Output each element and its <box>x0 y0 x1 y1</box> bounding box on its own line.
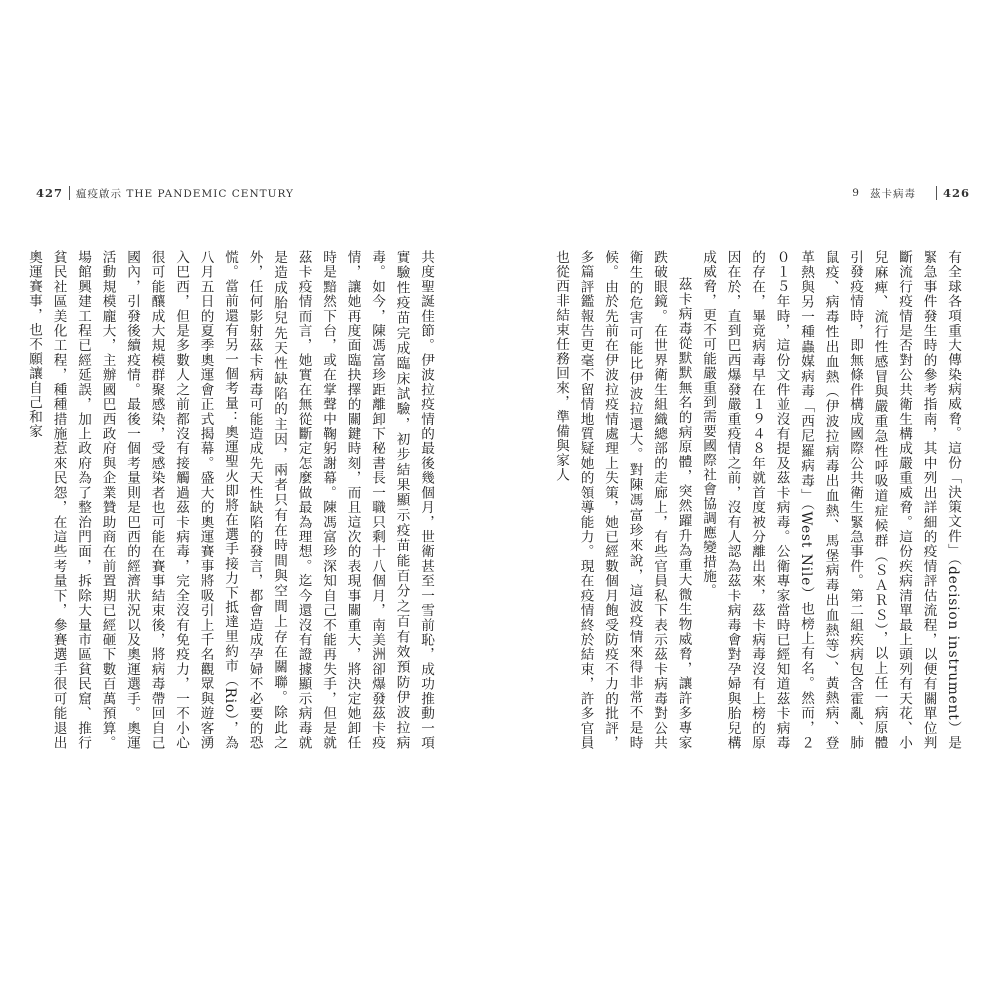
page-body-right <box>553 250 965 750</box>
paragraph: 茲卡病毒從默默無名的病原體，突然躍升為重大微生物威脅，讓許多專家跌破眼鏡。在世界衛生組織總部的走廊上，有些官員私下表示茲卡病毒對公共衛生的危害可能比伊波拉還大。對陳馮富珍來說，這波疫情來得非常不是時候。由於先前在伊波拉疫情處理上失策，她已經數個月飽受防疫不力的批評，多篇評鑑報告更毫不留情地質疑她的領導能力。現在疫情終於結束，許多官員也從西非結束任務回來，準備與家人 <box>553 250 692 750</box>
running-header-left <box>36 184 294 202</box>
running-header-right <box>852 184 970 202</box>
header-divider <box>936 186 937 200</box>
paragraph: 共度聖誕佳節。伊波拉疫情的最後幾個月，世衛甚至一雪前恥，成功推動一項實驗性疫苗完成臨床試驗，初步結果顯示疫苗能百分之百有效預防伊波拉病毒。如今，陳馮富珍距離卸下秘書長一職只剩十八個月，南美洲卻爆發茲卡疫情，讓她再度面臨抉擇的關鍵時刻，而且這次的表現事關重大，將決定她卸任時是黯然下台，或在掌聲中鞠躬謝幕。陳馮富珍深知自己不能再失手，但是就茲卡疫情而言，她實在無從斷定怎麼做最為理想。迄今還沒有證據顯示病毒就是造成胎兒先天性缺陷的主因，兩者只有在時間與空間上存在關聯。除此之外，任何影射茲卡病毒可能造成先天性缺陷的發言，都會造成孕婦不必要的恐慌。當前還有另一個考量：奧運聖火即將在選手接力下抵達里約市（Rio），為八月五日的夏季奧運會正式揭幕。盛大的奧運賽事將吸引上千名觀眾與遊客湧入巴西，但是多數人之前都沒有接觸過茲卡病毒，完全沒有免疫力，一不小心很可能釀成大規模群聚感染，受感染者也可能在賽事結束後，將病毒帶回自己國內，引發後續疫情。最後一個考量則是巴西的經濟狀況以及奧運選手。奧運活動規模龐大，主辦國巴西政府與企業贊助商在前置期已經砸下數百萬預算。場館興建工程已經延誤，加上政府為了整治門面，拆除大量市區貧民窟、推行貧民社區美化工程，種種措施惹來民怨，在這些考量下，參賽選手很可能退出奧運賽事，也不願讓自己和家 <box>26 250 434 750</box>
book-title: 瘟疫啟示 THE PANDEMIC CENTURY <box>76 187 294 200</box>
page-number-right: 426 <box>942 186 970 200</box>
page-body-left <box>26 250 438 750</box>
header-divider <box>69 186 70 200</box>
page-number-left: 427 <box>36 186 64 200</box>
paragraph: 有全球各項重大傳染病威脅。這份「決策文件」（decision instrument）是緊急事件發生時的參考指南，其中列出詳細的疫情評估流程，以便有關單位判斷流行疫情是否對公共衛生構成嚴重威脅。這份疾病清單最上頭列有天花、小兒麻痺、流行性感冒與嚴重急性呼吸道症候群（ＳＡＲＳ），以上任一病原體引發疫情時，即無條件構成國際公共衛生緊急事件。第二組疾病包含霍亂、肺鼠疫、病毒性出血熱（伊波拉病毒出血熱、馬堡病毒出血熱等）、黃熱病、登革熱與另一種蟲媒病毒「西尼羅病毒」（West Nile）也榜上有名。然而，２０１５年時，這份文件並沒有提及茲卡病毒。公衛專家當時已經知道茲卡病毒的存在，畢竟病毒早在１９４８年就首度被分離出來，茲卡病毒沒有上榜的原因在於，直到巴西爆發嚴重疫情之前，沒有人認為茲卡病毒會對孕婦與胎兒構成威脅，更不可能嚴重到需要國際社會協調應變措施。 <box>700 250 961 750</box>
chapter-title: 茲卡病毒 <box>869 187 916 200</box>
chapter-number: 9 <box>852 187 860 199</box>
